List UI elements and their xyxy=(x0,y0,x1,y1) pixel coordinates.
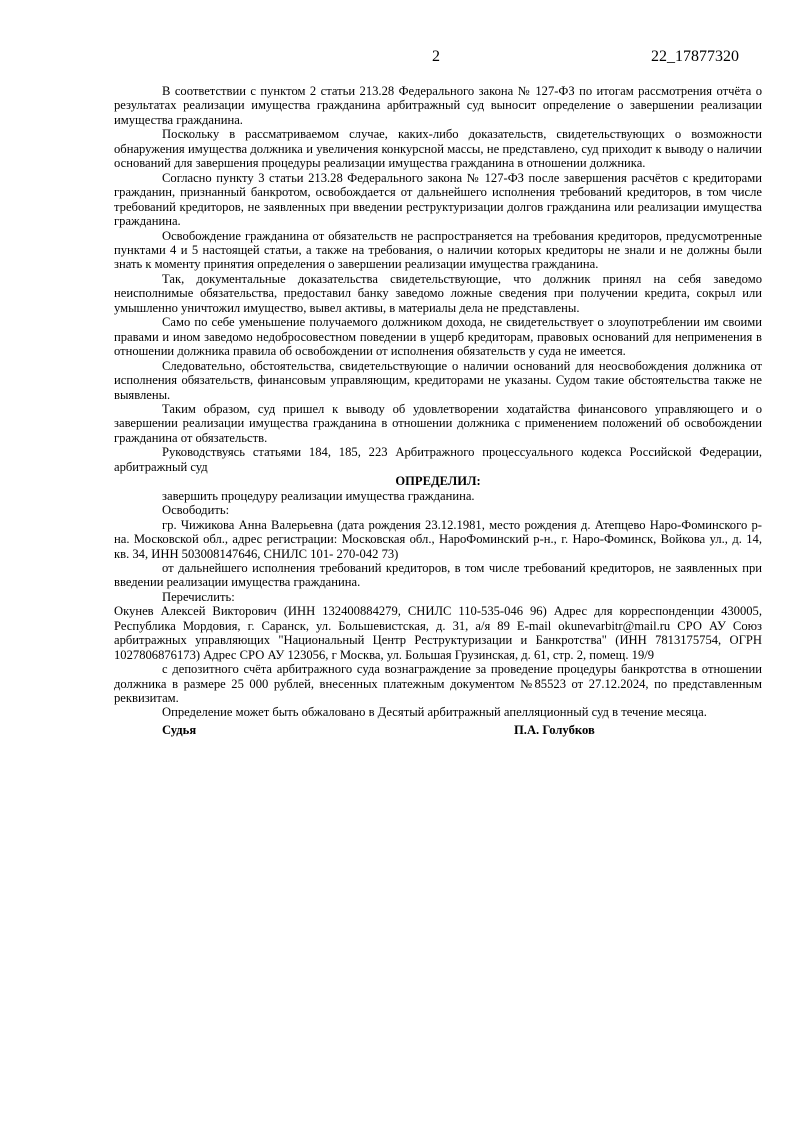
ruling-release-label: Освободить: xyxy=(162,503,230,518)
paragraph: Так, документальные доказательства свидетельствующие, что должник принял на себя заведомо неисполнимые обязательства, предоставил банку заведомо ложные сведения при получении кредита, сокрыл или умышленно уничтожил имущество, вывел активы, в материалы дела не представлены. xyxy=(114,271,762,315)
judge-name: П.А. Голубков xyxy=(514,723,595,737)
paragraph: Поскольку в рассматриваемом случае, каких-либо доказательств, свидетельствующих о возможности обнаружения имущества должника и увеличения конкурсной массы, не представлено, суд приходит к выводу о наличии оснований для завершения процедуры реализации имущества гражданина в отношении должника. xyxy=(114,127,762,171)
paragraph: Согласно пункту 3 статьи 213.28 Федерального закона № 127-ФЗ после завершения расчётов с кредиторами гражданин, признанный банкротом, освобождается от дальнейшего исполнения требований кредиторов, в том числе требований кредиторов, не заявленных при введении реструктуризации долгов гражданина или реализации имущества гражданина. xyxy=(114,170,762,229)
ruling-heading: ОПРЕДЕЛИЛ: xyxy=(395,474,481,489)
ruling-appeal: Определение может быть обжаловано в Десятый арбитражный апелляционный суд в течение месяца. xyxy=(162,705,707,720)
ruling-complete: завершить процедуру реализации имущества гражданина. xyxy=(162,488,475,503)
ruling-transfer-label: Перечислить: xyxy=(162,589,235,604)
ruling-release-scope: от дальнейшего исполнения требований кредиторов, в том числе требований кредиторов, не заявленных при введении реализации имущества гражданина. xyxy=(114,560,762,590)
paragraph: Само по себе уменьшение получаемого должником дохода, не свидетельствует о злоупотреблении им своими правами и ином заведомо недобросовестном поведении в ущерб кредиторам, правовых оснований для неприменения в отношении должника правила об освобождении от исполнения обязательств у суда не имеется. xyxy=(114,315,762,359)
paragraph: В соответствии с пунктом 2 статьи 213.28 Федерального закона № 127-ФЗ по итогам рассмотрения отчёта о результатах реализации имущества гражданина арбитражный суд выносит определение о завершении реализации имущества гражданина. xyxy=(114,84,762,127)
case-number: 22_17877320 xyxy=(651,48,739,65)
ruling-deposit: с депозитного счёта арбитражного суда вознаграждение за проведение процедуры банкротства в отношении должника в размере 25 000 рублей, внесенных платежным документом №85523 от 27.12.2024, по представленным реквизитам. xyxy=(114,662,762,706)
page-number: 2 xyxy=(432,48,440,65)
ruling-debtor: гр. Чижикова Анна Валерьевна (дата рождения 23.12.1981, место рождения д. Атепцево Наро-Фоминского р-на. Московской обл., адрес регистрации: Московская обл., НароФоминский р-н., г. Наро-Фоминск, Войкова ул., д. 14, кв. 34, ИНН 503008147646, СНИЛС 101- 270-042 73) xyxy=(114,517,762,561)
paragraph: Освобождение гражданина от обязательств не распространяется на требования кредиторов, предусмотренные пунктами 4 и 5 настоящей статьи, а также на требования, о наличии которых кредиторы не знали и не должны были знать к моменту принятия определения о завершении реализации имущества гражданина. xyxy=(114,228,762,272)
paragraph: Таким образом, суд пришел к выводу об удовлетворении ходатайства финансового управляющего и о завершении реализации имущества гражданина в отношении должника с применением положений об освобождении гражданина от обязательств. xyxy=(114,401,762,445)
ruling-manager: Окунев Алексей Викторович (ИНН 132400884279, СНИЛС 110-535-046 96) Адрес для корреспонденции 430005, Республика Мордовия, г. Саранск, ул. Большевистская, д. 31, а/я 89 E-mail okunevarbitr@mail.ru СРО АУ Союз арбитражных управляющих "Национальный Центр Реструктуризации и Банкротства" (ИНН 7813175754, ОГРН 1027806876173) Адрес СРО АУ 123056, г Москва, ул. Большая Грузинская, д. 61, стр. 2, помещ. 19/9 xyxy=(114,604,762,662)
judge-label: Судья xyxy=(162,723,197,737)
paragraph: Следовательно, обстоятельства, свидетельствующие о наличии оснований для неосвобождения должника от исполнения обязательств, финансовым управляющим, кредиторами не указаны. Судом такие обстоятельства также не выявлены. xyxy=(114,358,762,402)
document-body xyxy=(114,84,762,720)
paragraph: Руководствуясь статьями 184, 185, 223 Арбитражного процессуального кодекса Российской Федерации, арбитражный суд xyxy=(114,445,762,474)
